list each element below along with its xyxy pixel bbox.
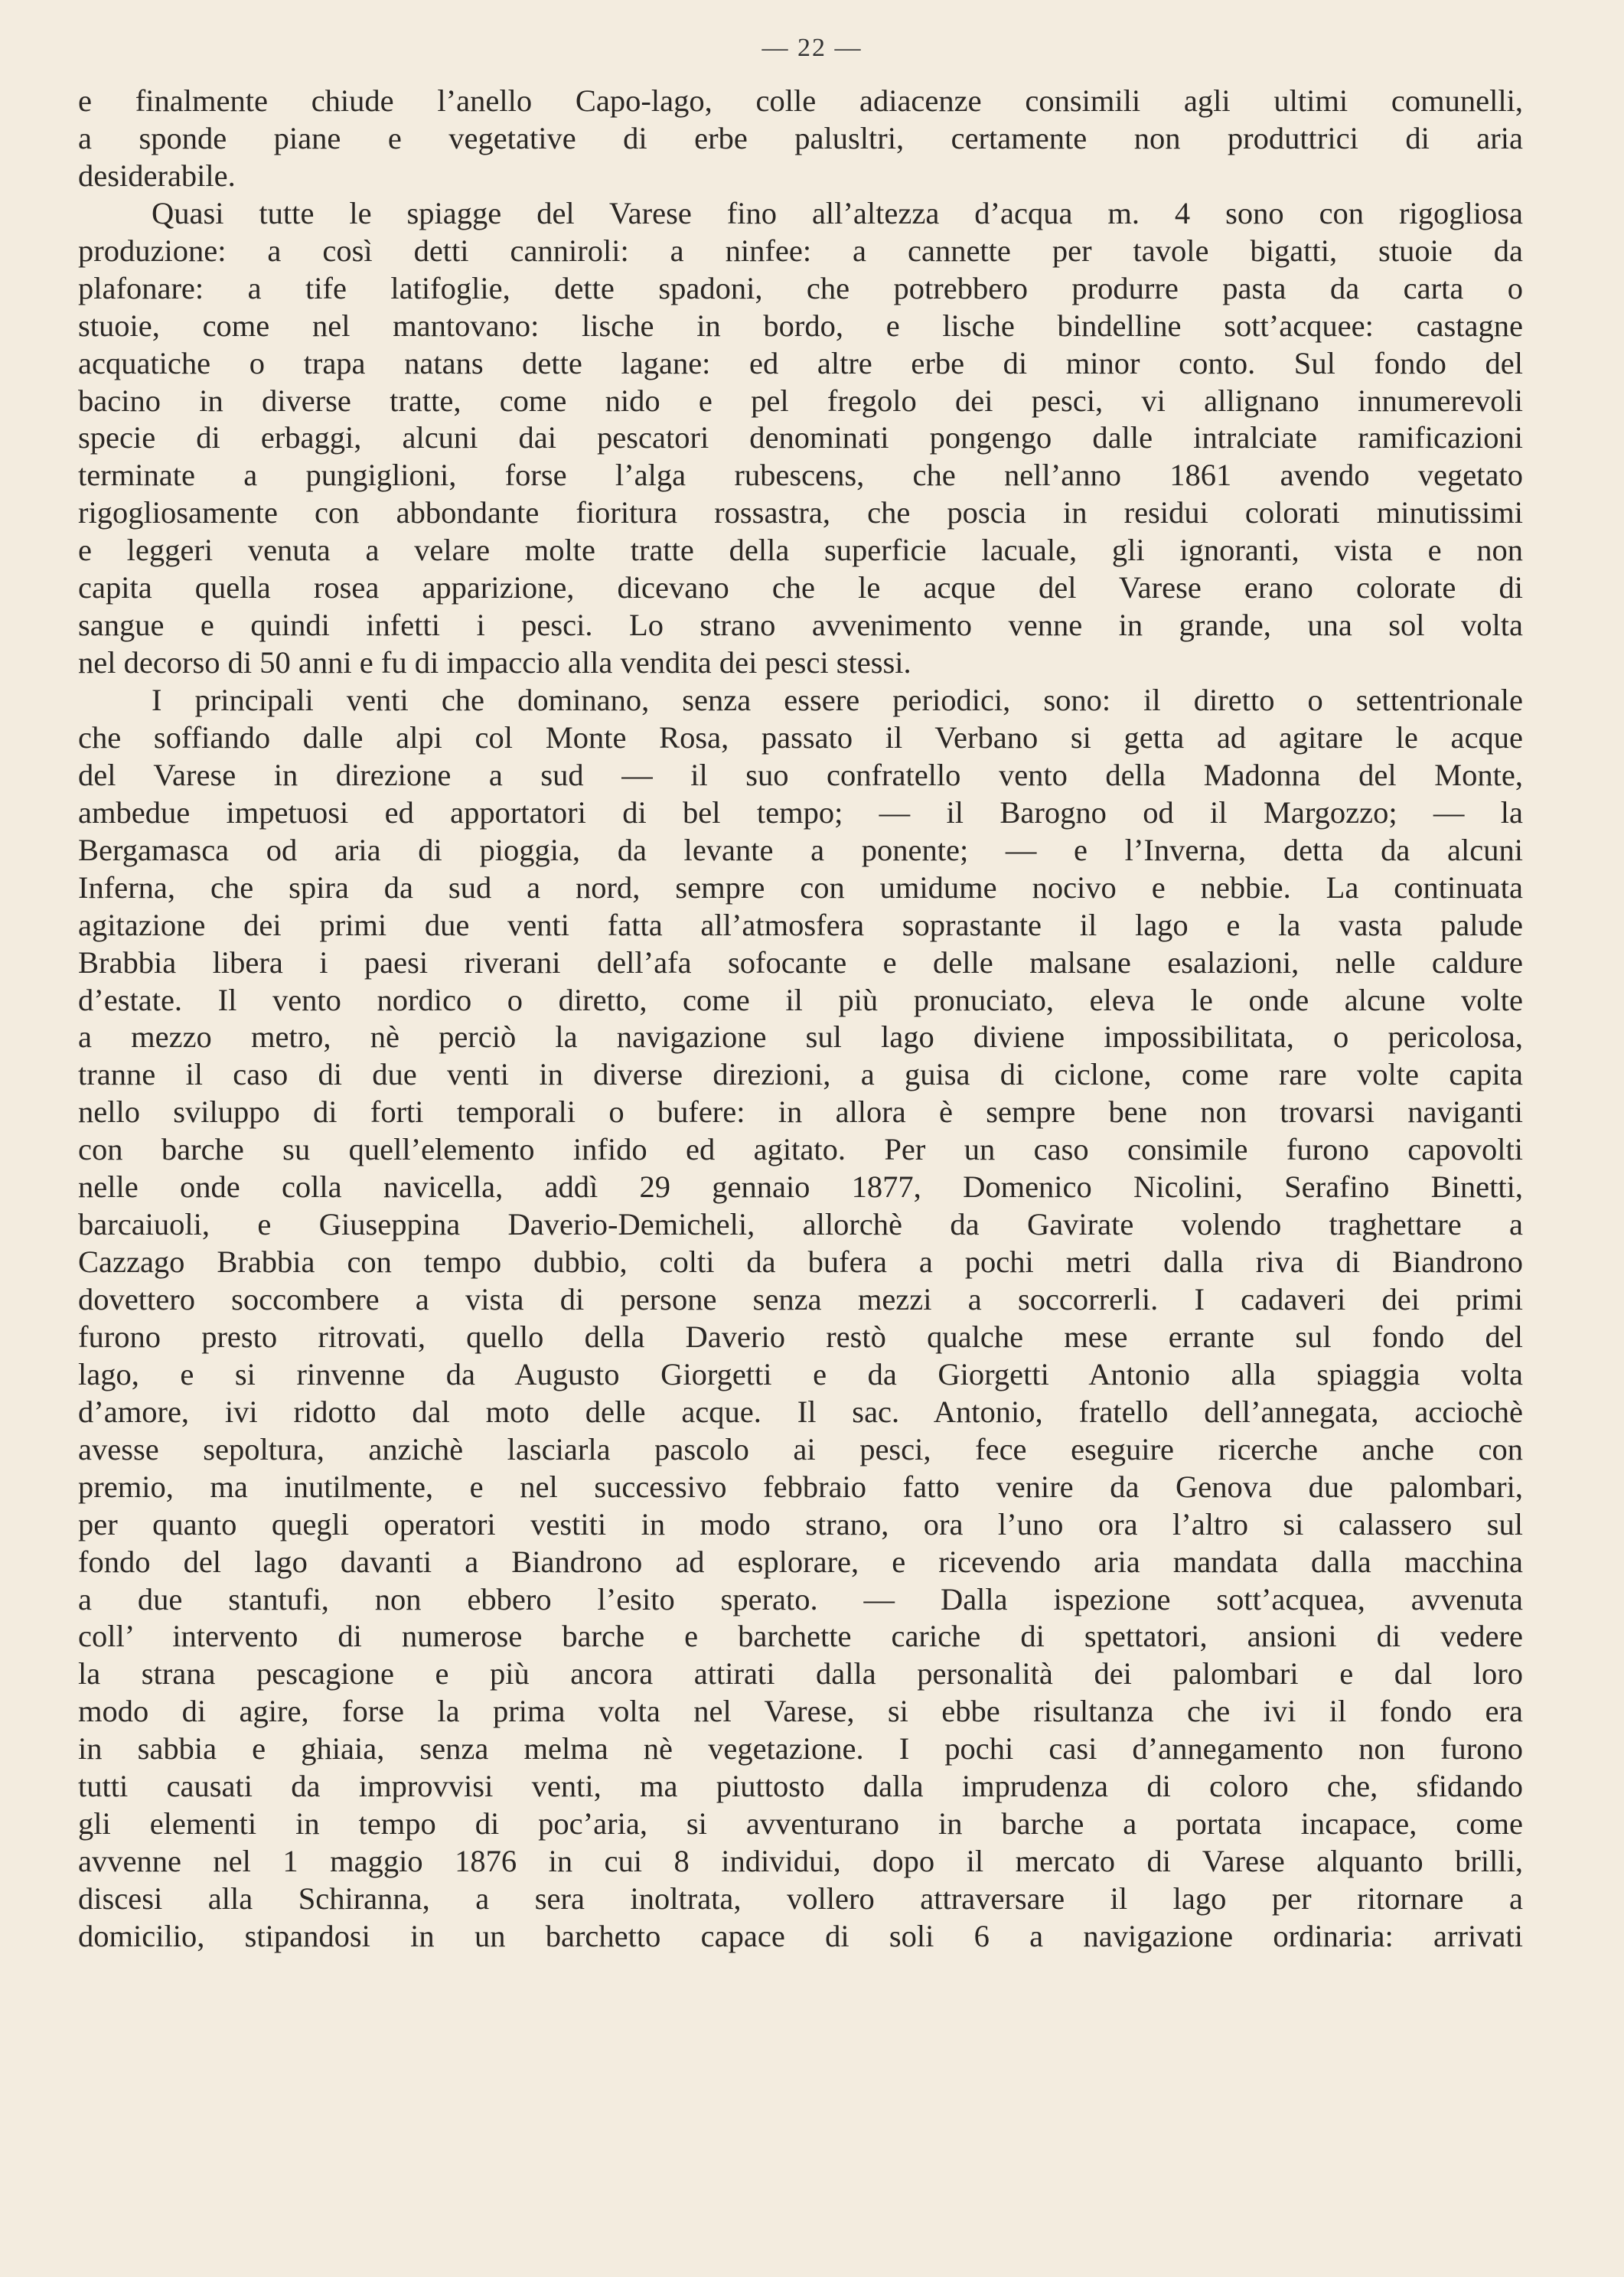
text-line: coll’ intervento di numerose barche e barchette cariche di spettatori, ansioni di vedere	[78, 1619, 1523, 1654]
text-line: d’estate. Il vento nordico o diretto, come il più pronuciato, eleva le onde alcune volte	[78, 982, 1523, 1017]
text-line: bacino in diverse tratte, come nido e pel fregolo dei pesci, vi allignano innumerevoli	[78, 383, 1523, 418]
text-line: desiderabile.	[78, 158, 236, 193]
text-line: Quasi tutte le spiagge del Varese fino all’altezza d’acqua m. 4 sono con rigogliosa	[152, 195, 1523, 230]
text-line: a due stantufi, non ebbero l’esito sperato. — Dalla ispezione sott’acquea, avvenuta	[78, 1581, 1523, 1616]
text-line: con barche su quell’elemento infido ed agitato. Per un caso consimile furono capovolti	[78, 1132, 1523, 1167]
text-line: a sponde piane e vegetative di erbe palusltri, certamente non produttrici di aria	[78, 120, 1523, 155]
page-number: — 22 —	[761, 34, 863, 62]
text-line: discesi alla Schiranna, a sera inoltrata, vollero attraversare il lago per ritornare a	[78, 1881, 1523, 1916]
text-line: in sabbia e ghiaia, senza melma nè vegetazione. I pochi casi d’annegamento non furono	[78, 1731, 1523, 1766]
text-line: che soffiando dalle alpi col Monte Rosa, passato il Verbano si getta ad agitare le acque	[78, 719, 1523, 755]
text-line: barcaiuoli, e Giuseppina Daverio-Demicheli, allorchè da Gavirate volendo traghettare a	[78, 1207, 1523, 1242]
text-line: sangue e quindi infetti i pesci. Lo strano avvenimento venne in grande, una sol volta	[78, 608, 1523, 643]
text-line: Brabbia libera i paesi riverani dell’afa sofocante e delle malsane esalazioni, nelle caldure	[78, 944, 1523, 980]
text-line: stuoie, come nel mantovano: lische in bordo, e lische bindelline sott’acquee: castagne	[78, 308, 1523, 343]
text-line: produzione: a così detti canniroli: a ninfee: a cannette per tavole bigatti, stuoie da	[78, 233, 1523, 268]
text-line: acquatiche o trapa natans dette lagane: ed altre erbe di minor conto. Sul fondo del	[78, 345, 1523, 380]
text-line: e leggeri venuta a velare molte tratte della superficie lacuale, gli ignoranti, vista e non	[78, 533, 1523, 568]
text-line: del Varese in direzione a sud — il suo confratello vento della Madonna del Monte,	[78, 757, 1523, 792]
text-line: capita quella rosea apparizione, dicevano che le acque del Varese erano colorate di	[78, 570, 1523, 605]
text-line: lago, e si rinvenne da Augusto Giorgetti e da Giorgetti Antonio alla spiaggia volta	[78, 1356, 1523, 1391]
text-line: avvenne nel 1 maggio 1876 in cui 8 individui, dopo il mercato di Varese alquanto brilli,	[78, 1844, 1523, 1879]
text-line: nello sviluppo di forti temporali o bufere: in allora è sempre bene non trovarsi naviganti	[78, 1094, 1523, 1130]
text-line: per quanto quegli operatori vestiti in modo strano, ora l’uno ora l’altro si calassero sul	[78, 1506, 1523, 1541]
text-line: modo di agire, forse la prima volta nel Varese, si ebbe risultanza che ivi il fondo era	[78, 1694, 1523, 1729]
text-line: la strana pescagione e più ancora attirati dalla personalità dei palombari e dal loro	[78, 1656, 1523, 1691]
text-line: nel decorso di 50 anni e fu di impaccio alla vendita dei pesci stessi.	[78, 645, 911, 680]
text-line: dovettero soccombere a vista di persone senza mezzi a soccorrerli. I cadaveri dei primi	[78, 1282, 1523, 1316]
text-line: furono presto ritrovati, quello della Daverio restò qualche mese errante sul fondo del	[78, 1319, 1523, 1354]
text-line: tutti causati da improvvisi venti, ma piuttosto dalla imprudenza di coloro che, sfidando	[78, 1769, 1523, 1804]
text-line: avesse sepoltura, anzichè lasciarla pascolo ai pesci, fece eseguire ricerche anche con	[78, 1431, 1523, 1466]
text-line: domicilio, stipandosi in un barchetto capace di soli 6 a navigazione ordinaria: arrivati	[78, 1918, 1523, 1953]
text-line: d’amore, ivi ridotto dal moto delle acque. Il sac. Antonio, fratello dell’annegata, acciochè	[78, 1394, 1523, 1429]
text-line: fondo del lago davanti a Biandrono ad esplorare, e ricevendo aria mandata dalla macchina	[78, 1544, 1523, 1579]
text-line: rigogliosamente con abbondante fioritura rossastra, che poscia in residui colorati minutissimi	[78, 495, 1523, 530]
text-line: tranne il caso di due venti in diverse direzioni, a guisa di ciclone, come rare volte capita	[78, 1057, 1523, 1092]
text-line: specie di erbaggi, alcuni dai pescatori denominati pongengo dalle intralciate ramificazioni	[78, 420, 1523, 455]
text-line: e finalmente chiude l’anello Capo-lago, colle adiacenze consimili agli ultimi comunelli,	[78, 83, 1523, 118]
text-line: Cazzago Brabbia con tempo dubbio, colti da bufera a pochi metri dalla riva di Biandrono	[78, 1245, 1523, 1280]
text-line: I principali venti che dominano, senza essere periodici, sono: il diretto o settentrionale	[152, 683, 1523, 717]
text-line: Bergamasca od aria di pioggia, da levante a ponente; — e l’Inverna, detta da alcuni	[78, 832, 1523, 867]
text-line: nelle onde colla navicella, addì 29 gennaio 1877, Domenico Nicolini, Serafino Binetti,	[78, 1169, 1523, 1205]
text-line: premio, ma inutilmente, e nel successivo febbraio fatto venire da Genova due palombari,	[78, 1469, 1523, 1504]
text-line: a mezzo metro, nè perciò la navigazione sul lago diviene impossibilitata, o pericolosa,	[78, 1019, 1523, 1055]
text-line: Inferna, che spira da sud a nord, sempre con umidume nocivo e nebbie. La continuata	[78, 869, 1523, 905]
text-line: gli elementi in tempo di poc’aria, si avventurano in barche a portata incapace, come	[78, 1806, 1523, 1841]
text-line: terminate a pungiglioni, forse l’alga rubescens, che nell’anno 1861 avendo vegetato	[78, 458, 1523, 493]
body-text	[78, 83, 1523, 1956]
text-line: agitazione dei primi due venti fatta all’atmosfera soprastante il lago e la vasta palude	[78, 907, 1523, 942]
text-line: ambedue impetuosi ed apportatori di bel tempo; — il Barogno od il Margozzo; — la	[78, 794, 1523, 830]
text-line: plafonare: a tife latifoglie, dette spadoni, che potrebbero produrre pasta da carta o	[78, 270, 1523, 305]
